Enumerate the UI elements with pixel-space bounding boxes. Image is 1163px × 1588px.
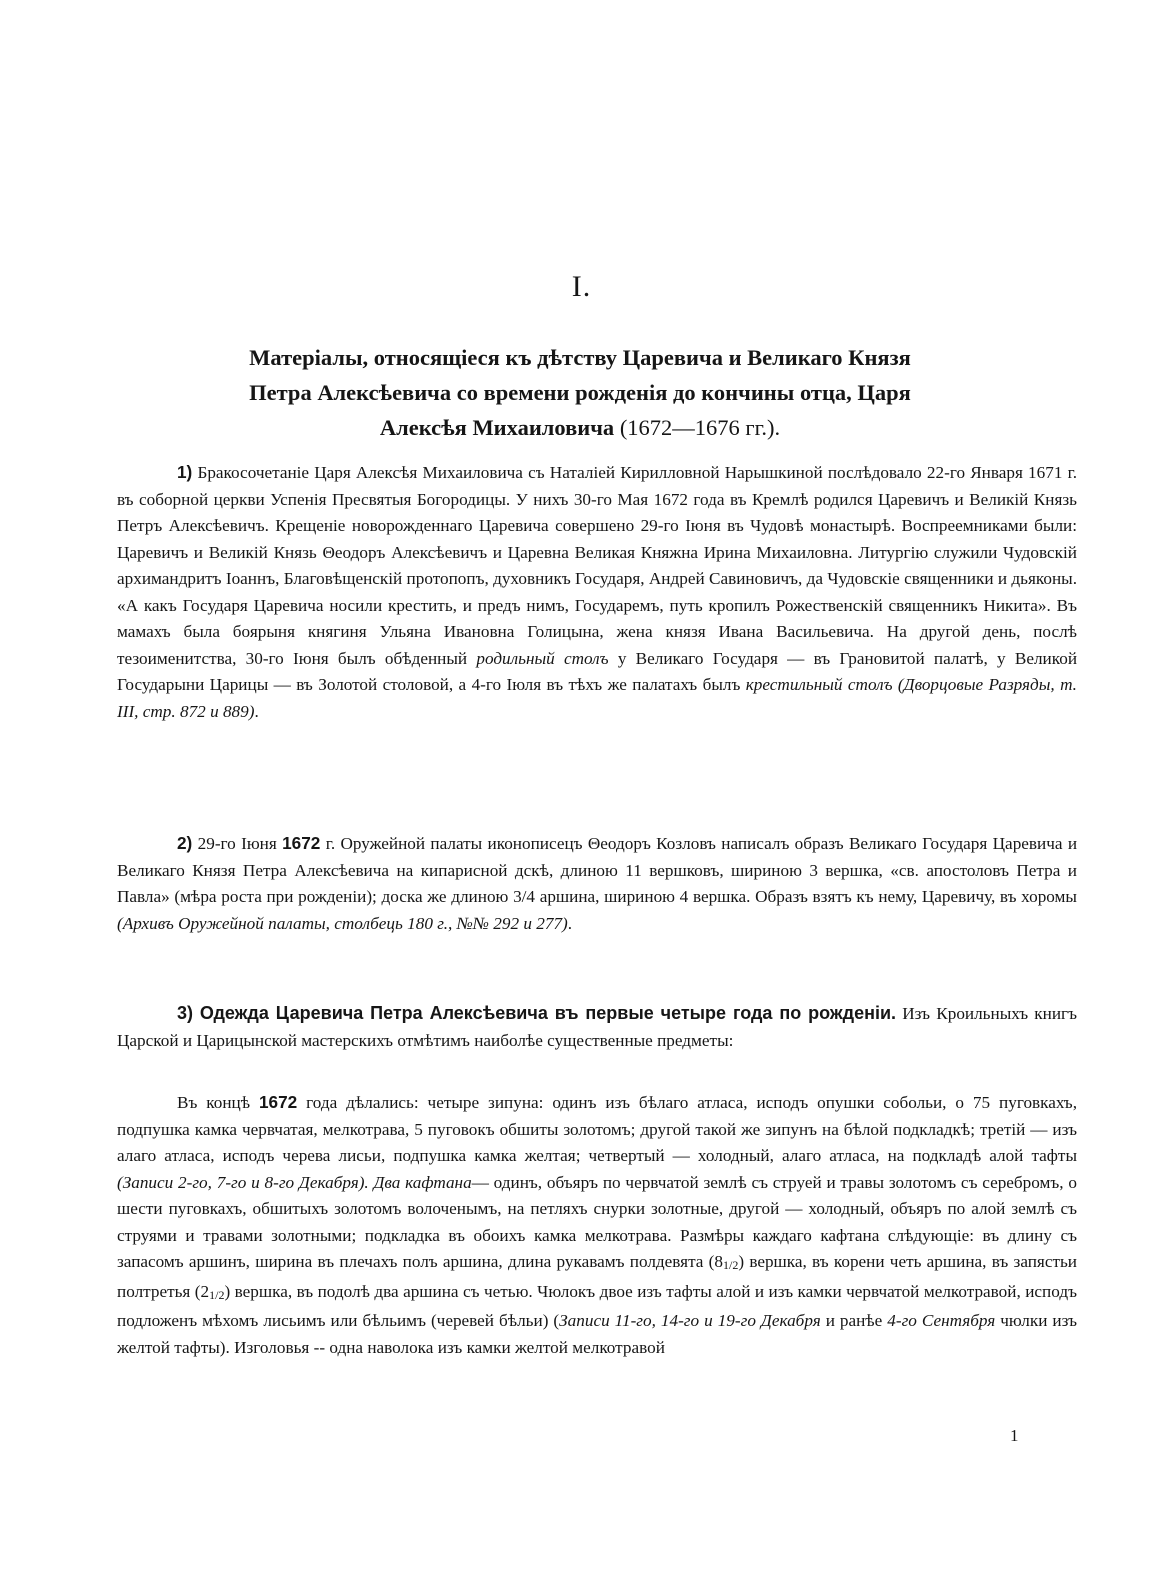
paragraph-1-em-b: крестильный столъ (Дворцовые Разряды, т. III, стр. 872 и 889) [117, 675, 1077, 721]
title-line-1: Матеріалы, относящіеся къ дѣтству Царевича и Великаго Князя [249, 345, 911, 370]
section-3-heading: 3) Одежда Царевича Петра Алексѣевича въ первые четыре года по рожденіи. [177, 1003, 897, 1023]
paragraph-4-text-c: — одинъ, объяръ по червчатой землѣ съ струей и травы золотомъ съ серебромъ, о шести пуговкахъ, обшитыхъ золотомъ волоченымъ, на петляхъ снурки золотные, другой — холодный, объяръ по алой землѣ съ струями и травами золотными; подкладка въ обоихъ камка мелкотрава. Размѣры каждаго кафтана слѣдующіе: въ длину съ запасомъ аршинъ, ширина въ плечахъ полъ аршина, длина рукавамъ полдевята ( [117, 1172, 1077, 1271]
title-line-2: Петра Алексѣевича со времени рожденія до кончины отца, Царя [249, 380, 911, 405]
paragraph-4-text-f: и ранѣе [825, 1311, 883, 1330]
paragraph-4 [117, 1089, 1077, 1361]
paragraph-4-frac2-int: 2 [200, 1281, 210, 1301]
paragraph-4-text-e: ) вершка, въ подолѣ два аршина съ четью. Чюлокъ двое изъ тафты алой и изъ камки червчатой мелкотравой, исподъ подложенъ мѣхомъ лисьимъ или бѣльимъ (черевей бѣльи) ( [117, 1281, 1077, 1330]
title-line-3 [130, 410, 1030, 445]
paragraph-1-text-c: . [254, 701, 259, 721]
paragraph-4-em-c: 4-го Сентября [887, 1311, 996, 1330]
paragraph-4-text-g: чюлки изъ желтой тафты). Изголовья -- одна наволока изъ камки желтой мелкотравой [117, 1311, 1078, 1357]
paragraph-1-em-a: родильный столъ [476, 648, 609, 668]
paragraph-1-text-b: у Великаго Государя — въ Грановитой палатѣ, у Великой Государыни Царицы — въ Золотой столовой, а 4-го Іюля въ тѣхъ же палатахъ былъ [117, 648, 1078, 694]
paragraph-3-text: Изъ Кроильныхъ книгъ Царской и Царицынской мастерскихъ отмѣтимъ наиболѣе существенные предметы: [117, 1004, 1077, 1050]
paragraph-2-text-c: аршина, шириною 4 вершка. Образъ взятъ къ нему, Царевичу, въ хоромы [539, 887, 1077, 906]
paragraph-2-text-a: 29-го Іюня [197, 834, 277, 853]
paragraph-3 [117, 1000, 1077, 1054]
paragraph-1-number: 1) [177, 462, 193, 482]
paragraph-1-text-a: Бракосочетаніе Царя Алексѣя Михаиловича съ Наталіей Кирилловной Нарышкиной послѣдовало 22-го Января 1671 г. въ соборной церкви Успенія Пресвятыя Богородицы. У нихъ 30-го Мая 1672 года въ Кремлѣ родился Царевичъ и Великій Князь Петръ Алексѣевичъ. Крещеніе новорожденнаго Царевича совершено 29-го Іюня въ Чудовѣ монастырѣ. Воспреемниками были: Царевичъ и Великій Князь Θеодоръ Алексѣевичъ и Царевна Великая Княжна Ирина Михаиловна. Литургію служили Чудовскій архимандритъ Іоаннъ, Благовѣщенскій протопопъ, духовникъ Государя, Андрей Савиновичъ, да Чудовскіе священники и дьяконы. «А какъ Государя Царевича носили крестить, и предъ нимъ, Государемъ, путь кропилъ Рожественскій священникъ Никита». Въ мамахъ была боярыня княгиня Ульяна Ивановна Голицына, жена князя Ивана Васильевича. На другой день, послѣ тезоименитства, 30-го Іюня былъ обѣденный [117, 463, 1078, 668]
paragraph-2-year: 1672 [282, 833, 321, 853]
paragraph-4-em-a: (Записи 2-го, 7-го и 8-го Декабря). Два кафтана [117, 1172, 472, 1192]
paragraph-1 [117, 459, 1077, 725]
paragraph-4-text-b: года дѣлались: четыре зипуна: одинъ изъ бѣлаго атласа, исподъ опушки собольи, о 75 пуговкахъ, подпушка камка червчатая, мелкотрава, 5 пуговокъ обшиты золотомъ; другой такой же зипунъ на бѣлой подкладкѣ; третій — изъ алаго атласа, исподъ черева лисьи, подпушка камка желтая; четвертый — холодный, алаго атласа, на подкладѣ алой тафты [117, 1093, 1077, 1165]
title-years: (1672—1676 гг.). [619, 415, 781, 440]
paragraph-4-text-d: ) вершка, въ корени четь аршина, въ запястьи полтретья ( [117, 1252, 1078, 1301]
paragraph-4-text-a: Въ концѣ [177, 1093, 251, 1112]
page-number: 1 [1010, 1426, 1019, 1445]
paragraph-4-frac1-int: 8 [714, 1252, 723, 1271]
paragraph-4-frac1-part: 1/2 [723, 1258, 739, 1272]
paragraph-2-number: 2) [177, 833, 193, 853]
paragraph-2-text-d: . [567, 913, 573, 933]
paragraph-2 [117, 830, 1077, 937]
paragraph-2-text-b: г. Оружейной палаты иконописецъ Θеодоръ Козловъ написалъ образъ Великаго Государя Царевича и Великаго Князя Петра Алексѣевича на кипарисной дскѣ, длиною 11 вершковъ, шириною 3 вершка, «св. апостоловъ Петра и Павла» (мѣра роста при рожденіи); доска же длиною [117, 834, 1078, 906]
chapter-number: I. [571, 270, 592, 303]
paragraph-4-frac2-part: 1/2 [209, 1287, 225, 1302]
paragraph-4-year: 1672 [259, 1092, 298, 1112]
paragraph-2-fraction: 3/4 [513, 887, 536, 906]
paragraph-2-em: (Архивъ Оружейной палаты, столбець 180 г., №№ 292 и 277) [117, 913, 568, 933]
chapter-title [130, 340, 1030, 445]
paragraph-4-em-b: Записи 11-го, 14-го и 19-го Декабря [559, 1311, 821, 1330]
title-line-3-main: Алексѣя Михаиловича [379, 415, 615, 440]
